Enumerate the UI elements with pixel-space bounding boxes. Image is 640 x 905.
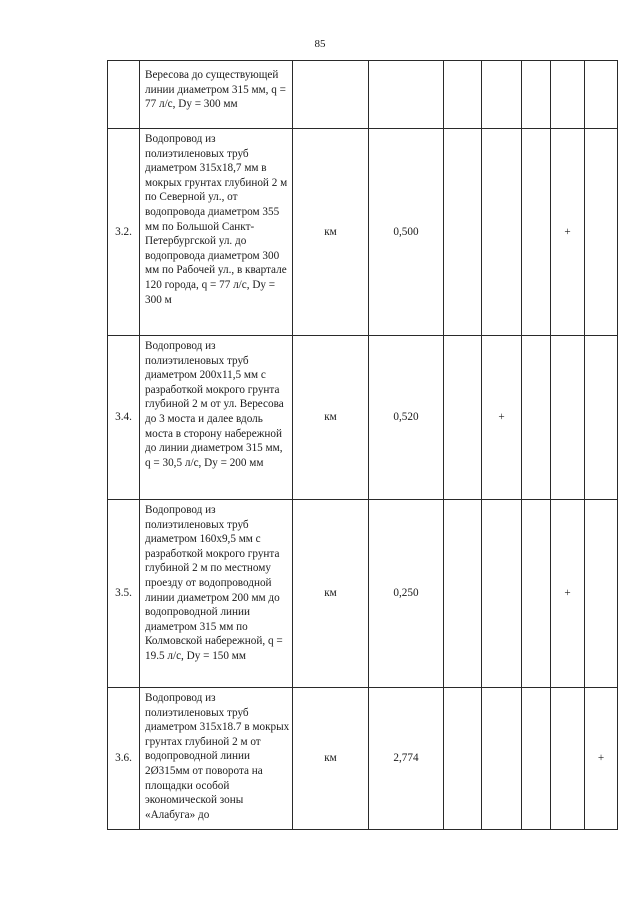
row-number: 3.4. [108, 336, 140, 500]
row-description: Водопровод из полиэтиленовых труб диаметром 315х18,7 мм в мокрых грунтах глубиной 2 м по Северной ул., от водопровода диаметром 355 мм по Большой Санкт-Петербургской ул. до водопровода диаметром 300 мм по Рабочей ул., в квартале 120 города, q = 77 л/с, Dy = 300 м [140, 129, 293, 336]
table-row [108, 61, 618, 129]
row-unit: км [293, 688, 369, 830]
row-number: 3.6. [108, 688, 140, 830]
table-row [108, 688, 618, 830]
row-unit: км [293, 500, 369, 688]
page-number: 85 [314, 38, 326, 50]
table-row [108, 500, 618, 688]
row-quantity: 0,520 [369, 336, 444, 500]
row-quantity: 0,250 [369, 500, 444, 688]
row-unit: км [293, 336, 369, 500]
row-description: Водопровод из полиэтиленовых труб диаметром 200х11,5 мм с разработкой мокрого грунта глубиной 2 м от ул. Вересова до 3 моста и далее вдоль моста в сторону набережной до линии диаметром 315 мм, q = 30,5 л/с, Dy = 200 мм [140, 336, 293, 500]
row-mark-1 [444, 688, 482, 830]
row-quantity: 0,500 [369, 129, 444, 336]
row-mark-1 [444, 61, 482, 129]
row-mark-2 [482, 500, 522, 688]
row-description: Вересова до существующей линии диаметром 315 мм, q = 77 л/с, Dy = 300 мм [140, 61, 293, 129]
row-mark-3 [522, 129, 551, 336]
row-quantity: 2,774 [369, 688, 444, 830]
row-description: Водопровод из полиэтиленовых труб диаметром 160х9,5 мм с разработкой мокрого грунта глубиной 2 м по местному проезду от водопроводной линии диаметром 200 мм до водопроводной линии диаметром 315 мм по Колмовской набережной, q = 19.5 л/с, Dy = 150 мм [140, 500, 293, 688]
row-mark-3 [522, 336, 551, 500]
table-row [108, 336, 618, 500]
row-mark-1 [444, 336, 482, 500]
row-mark-4 [551, 61, 585, 129]
row-mark-1 [444, 500, 482, 688]
row-unit [293, 61, 369, 129]
row-mark-5 [585, 336, 618, 500]
row-mark-5 [585, 129, 618, 336]
row-number [108, 61, 140, 129]
row-mark-5 [585, 61, 618, 129]
row-mark-2 [482, 688, 522, 830]
works-table [107, 60, 618, 830]
row-mark-4 [551, 336, 585, 500]
row-number: 3.5. [108, 500, 140, 688]
row-mark-5: + [585, 688, 618, 830]
row-mark-4: + [551, 500, 585, 688]
row-mark-5 [585, 500, 618, 688]
row-number: 3.2. [108, 129, 140, 336]
row-mark-4: + [551, 129, 585, 336]
row-mark-3 [522, 688, 551, 830]
row-mark-4 [551, 688, 585, 830]
row-mark-2 [482, 129, 522, 336]
row-mark-1 [444, 129, 482, 336]
row-mark-2: + [482, 336, 522, 500]
row-unit: км [293, 129, 369, 336]
row-description: Водопровод из полиэтиленовых труб диаметром 315х18.7 в мокрых грунтах глубиной 2 м от водопроводной линии 2Ø315мм от поворота на площадки особой экономической зоны «Алабуга» до [140, 688, 293, 830]
row-mark-3 [522, 61, 551, 129]
row-quantity [369, 61, 444, 129]
row-mark-2 [482, 61, 522, 129]
table-row [108, 129, 618, 336]
row-mark-3 [522, 500, 551, 688]
